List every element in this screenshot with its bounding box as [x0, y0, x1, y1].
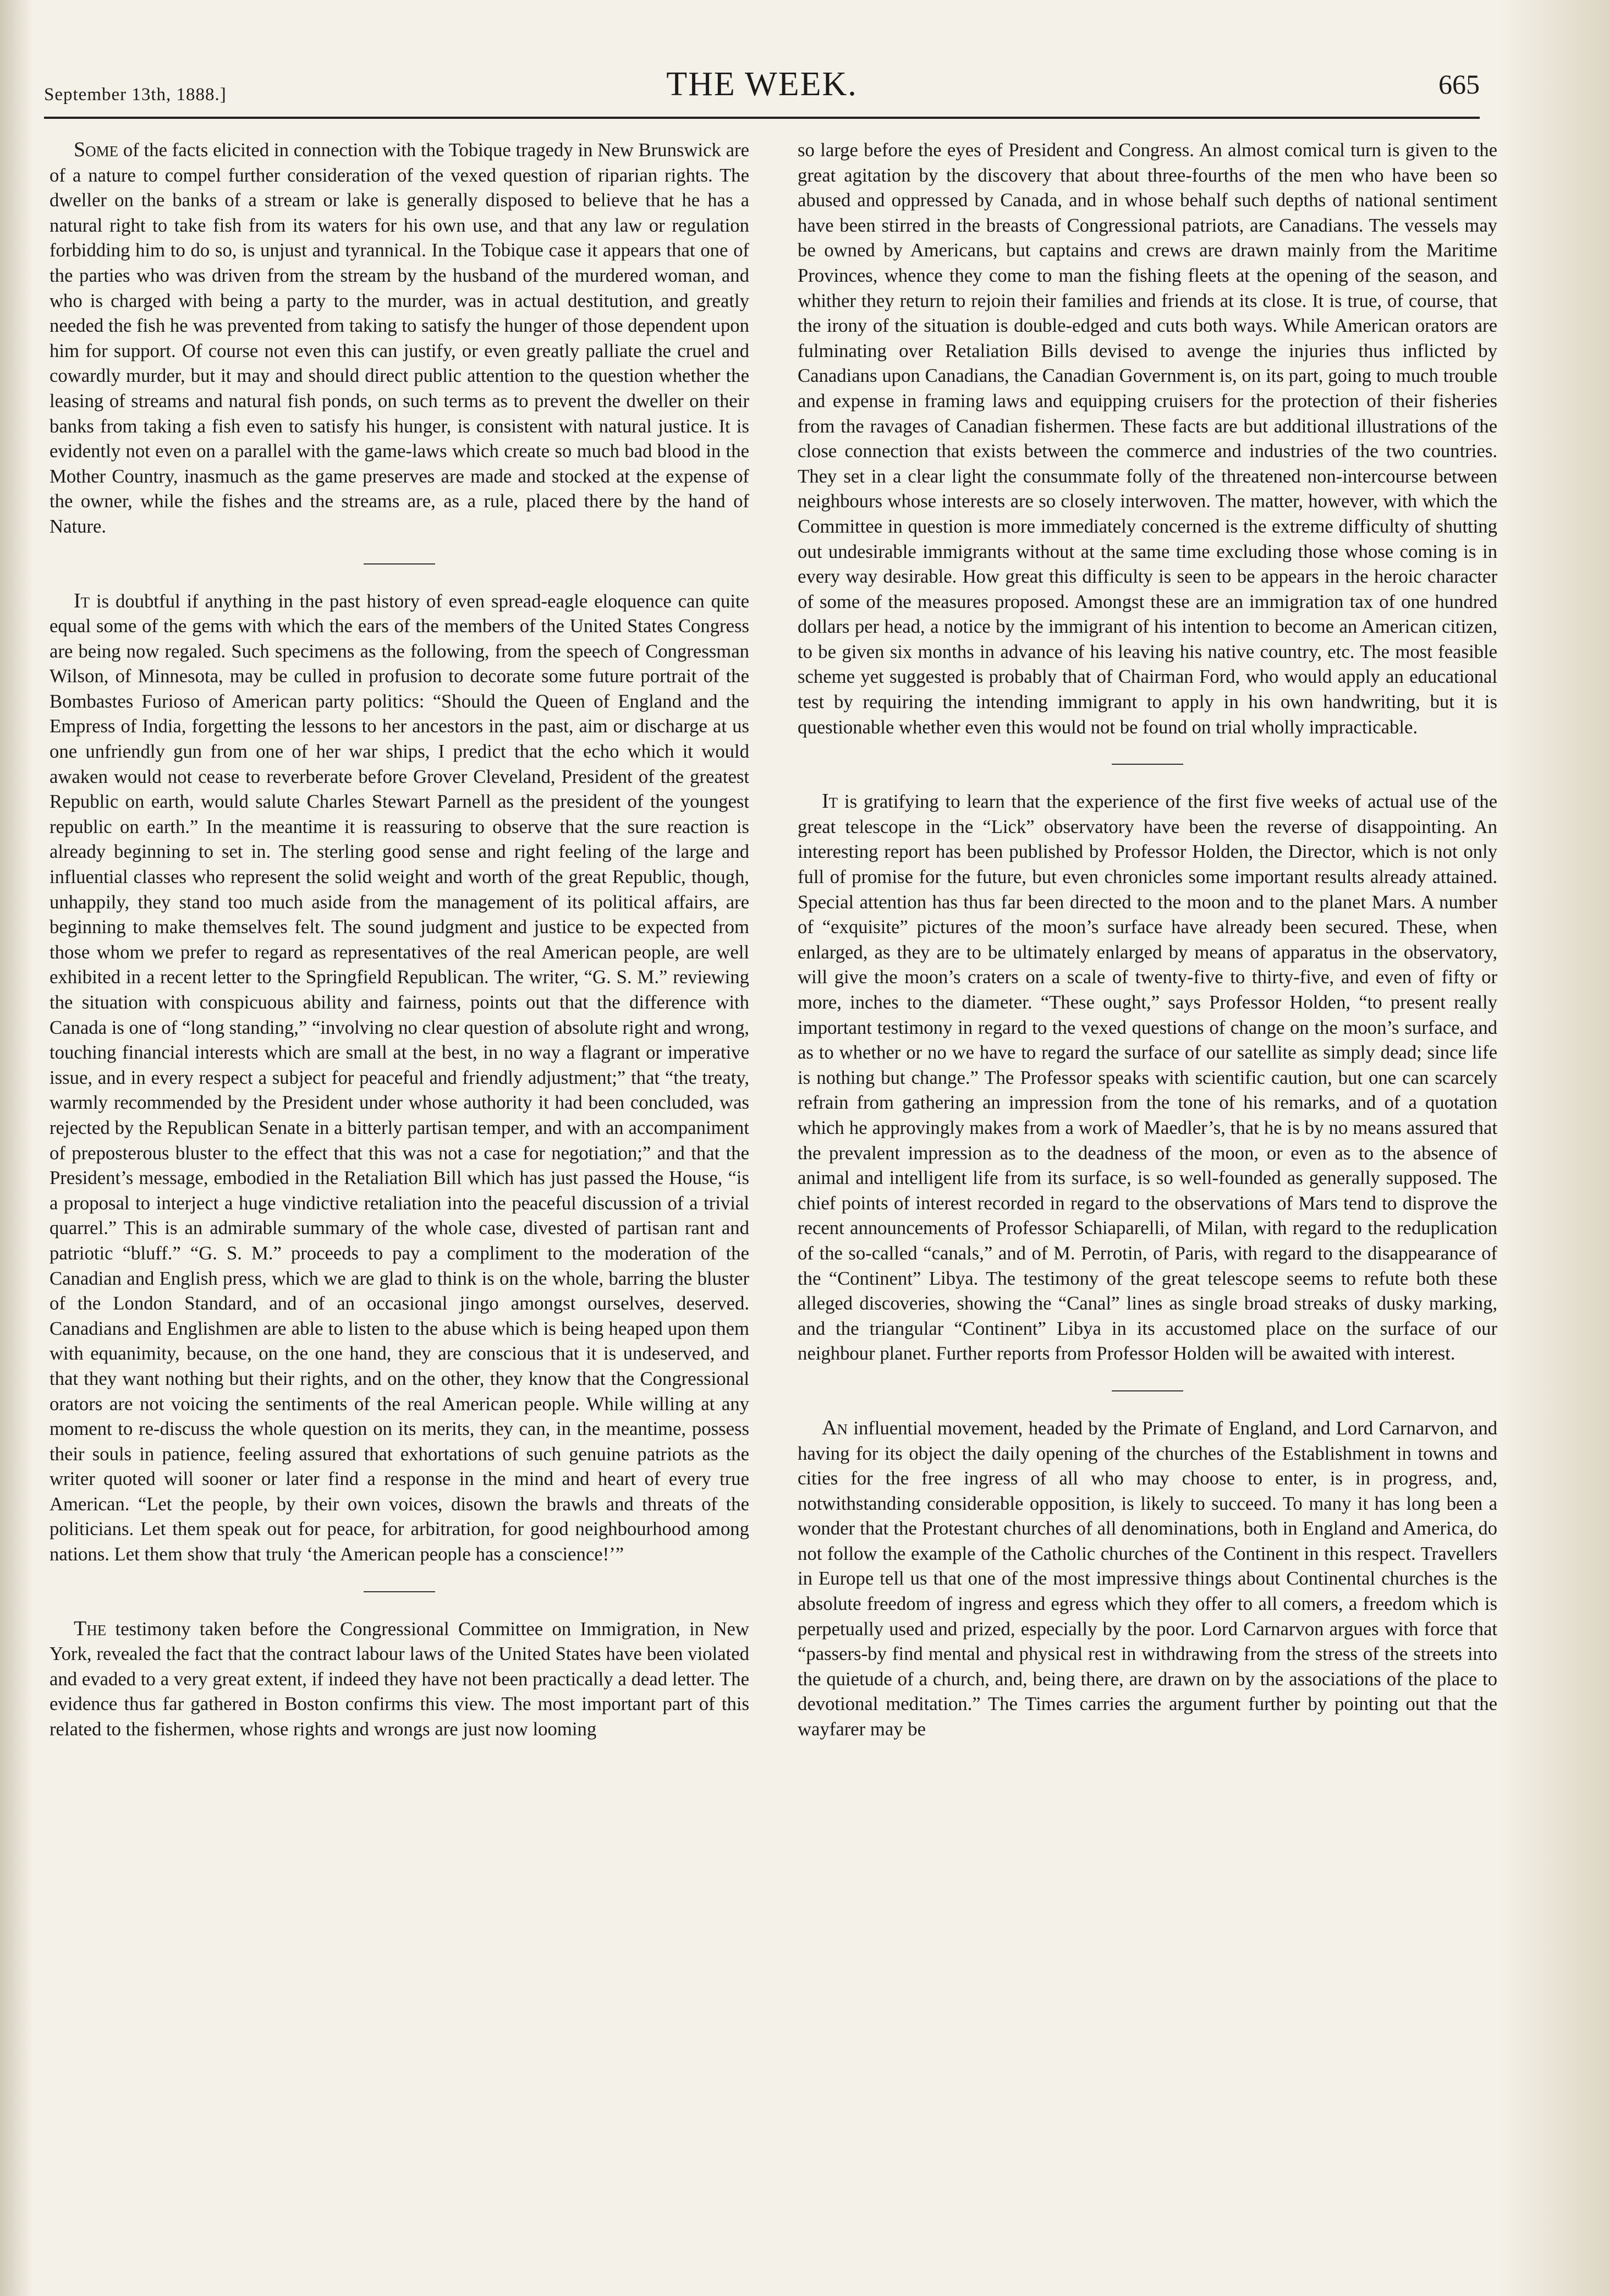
issue-date: September 13th, 1888.] — [44, 85, 227, 105]
article-congress-eloquence — [50, 589, 749, 1567]
article-immigration-continued: so large before the eyes of President and Congress. An almost comical turn is given to the great agitation by the discovery that about three-fourths of the men who have been so abused and oppressed by Canada, and in whose behalf such depths of national sentiment have been stirred in the breasts of Congressional patriots, are Canadians. The vessels may be owned by Americans, but captains and crews are drawn mainly from the Maritime Provinces, whence they come to man the fishing fleets at the opening of the season, and whither they return to rejoin their families and friends at its close. It is true, of course, that the irony of the situation is double-edged and cuts both ways. While American orators are fulminating over Retaliation Bills devised to avenge the injuries thus inflicted by Canadians upon Canadians, the Canadian Government is, on its part, going to much trouble and expense in framing laws and equipping cruisers for the protection of their fisheries from the ravages of Canadian fishermen. These facts are but additional illustrations of the close connection that exists between the commerce and industries of the two countries. They set in a clear light the consummate folly of the threatened non-intercourse between neighbours whose interests are so closely interwoven. The matter, however, with which the Committee in question is more immediately concerned is the extreme difficulty of shutting out undesirable immigrants without at the same time excluding those whose coming is in every way desirable. How great this difficulty is seen to be appears in the heroic character of some of the measures proposed. Amongst these are an immigration tax of one hundred dollars per head, a notice by the immigrant of his intention to become an American citizen, to be given six months in advance of his leaving his native country, etc. The most feasible scheme yet suggested is probably that of Chairman Ford, who would apply an educational test by requiring the intending immigrant to apply in his own handwriting, but it is questionable whether even this would not be found on trial wholly impracticable. — [798, 139, 1497, 738]
header-rule — [44, 117, 1480, 119]
left-column — [50, 138, 749, 2272]
article-riparian-rights — [50, 138, 749, 539]
lead-word: It — [822, 790, 838, 813]
right-column — [798, 138, 1497, 2272]
article-text: is gratifying to learn that the experience of the first five weeks of actual use of the great telescope in the “Lick” observatory have been the reverse of disappointing. An interesting report has been published by Professor Holden, the Director, which is not only full of promise for the future, but even chronicles some important results already attained. Special attention has thus far been directed to the moon and to the planet Mars. A number of “exquisite” pictures of the moon’s surface have already been secured. These, when enlarged, as they are to be ultimately enlarged by means of apparatus in the observatory, will give the moon’s craters on a scale of twenty-five to thirty-five, and even of fifty or more, inches to the diameter. “These ought,” says Professor Holden, “to present really important testimony in regard to the vexed questions of change on the moon’s surface, and as to whether or no we have to regard the surface of our satellite as simply dead; since life is nothing but change.” The Professor speaks with scientific caution, but one can scarcely refrain from gathering an impression from the tone of his remarks, and of a quotation which he approvingly makes from a work of Maedler’s, that he is by no means assured that the prevalent impression as to the deadness of the moon, or even as to the absence of animal and intelligent life from its surface, is so well-founded as generally supposed. The chief points of interest recorded in regard to the observations of Mars tend to disprove the recent announcements of Professor Schiaparelli, of Milan, with regard to the reduplication of the so-called “canals,” and of M. Perrotin, of Paris, with regard to the disappearance of the “Continent” Libya. The testimony of the great telescope seems to refute both these alleged discoveries, showing the “Canal” lines as single broad streaks of dusky marking, and the triangular “Continent” Libya in its accustomed place on the surface of our neighbour planet. Further reports from Professor Holden will be awaited with interest. — [798, 791, 1497, 1365]
lead-word: The — [74, 1616, 107, 1640]
article-text: is doubtful if anything in the past history of even spread-eagle eloquence can quite equal some of the gems with which the ears of the members of the United States Congress are being now regaled. Such specimens as the following, from the speech of Congressman Wilson, of Minnesota, may be culled in profusion to decorate some future portrait of the Bombastes Furioso of American party politics: “Should the Queen of England and the Empress of India, forgetting the lessons to her ancestors in the past, aim or discharge at us one unfriendly gun from one of her war ships, I predict that the echo which it would awaken would not cease to reverberate before Grover Cleveland, President of the greatest Republic on earth, would salute Charles Stewart Parnell as the president of the youngest republic on earth.” In the meantime it is reassuring to observe that the sure reaction is already beginning to set in. The sterling good sense and right feeling of the large and influential classes who represent the solid weight and worth of the great Republic, though, unhappily, they stand too much aside from the management of its political affairs, are beginning to make themselves felt. The sound judgment and justice to be expected from those whom we prefer to regard as representatives of the real American people, are well exhibited in a recent letter to the Springfield Republican. The writer, “G. S. M.” reviewing the situation with conspicuous ability and fairness, points out that the difference with Canada is one of “long standing,” “involving no clear question of absolute right and wrong, touching financial interests which are small at the best, in no way a flagrant or imperative issue, and in every respect a subject for peaceful and friendly adjustment;” that “the treaty, warmly recommended by the President under whose authority it had been concluded, was rejected by the Republican Senate in a bitterly partisan temper, and with an accompaniment of preposterous bluster to the effect that this was not a case for negotiation;” and that the President’s message, embodied in the Retaliation Bill which has just passed the House, “is a proposal to interject a huge vindictive retaliation into the peaceful discussion of a trivial quarrel.” This is an admirable summary of the whole case, divested of partisan rant and patriotic “bluff.” “G. S. M.” proceeds to pay a compliment to the moderation of the Canadian and English press, which we are glad to think is on the whole, barring the bluster of the London Standard, and of an occasional jingo amongst ourselves, deserved. Canadians and Englishmen are able to listen to the abuse which is being heaped upon them with equanimity, because, on the one hand, they are conscious that it is undeserved, and that they want nothing but their rights, and on the other, they know that the Congressional orators are not voicing the sentiments of the real American people. While willing at any moment to re-discuss the whole question on its merits, they can, in the meantime, possess their souls in patience, feeling assured that exhortations of such genuine patriots as the writer quoted will sooner or later find a response in the mind and heart of every true American. “Let the people, by their own voices, disown the brawls and threats of the politicians. Let them speak out for peace, for arbitration, for good neighbourhood among nations. Let them show that truly ‘the American people has a conscience!’” — [50, 590, 749, 1565]
article-lick-observatory — [798, 789, 1497, 1366]
article-text: influential movement, headed by the Primate of England, and Lord Carnarvon, and having for its object the daily opening of the churches of the Establishment in towns and cities for the free ingress of all who may choose to enter, is in progress, and, notwithstanding considerable opposition, is likely to succeed. To many it has long been a wonder that the Protestant churches of all denominations, both in England and America, do not follow the example of the Catholic churches of the Continent in this respect. Travellers in Europe tell us that one of the most impressive things about Continental churches is the absolute freedom of ingress and egress which they offer to all comers, a freedom which is perpetually used and prized, especially by the poor. Lord Carnarvon argues with force that “passers-by find mental and physical rest in withdrawing from the stress of the streets into the quietude of a church, and, being there, are drawn on by the associations of the place to devotional meditation.” The Times carries the argument further by pointing out that the wayfarer may be — [798, 1417, 1497, 1740]
article-text: testimony taken before the Congressional Committee on Immigration, in New York, revealed the fact that the contract labour laws of the United States have been violated and evaded to a very great extent, if indeed they have not been practically a dead letter. The evidence thus far gathered in Boston confirms this view. The most important part of this related to the fishermen, whose rights and wrongs are just now looming — [50, 1618, 749, 1740]
article-text: of the facts elicited in connection with the Tobique tragedy in New Brunswick are of a nature to compel further consideration of the vexed question of riparian rights. The dweller on the banks of a stream or lake is generally disposed to believe that he has a natural right to take fish from its waters for his own use, and that any law or regulation forbidding him to do so, is unjust and tyrannical. In the Tobique case it appears that one of the parties who was driven from the stream by the husband of the murdered woman, and who is charged with being a party to the murder, was in actual destitution, and greatly needed the fish he was prevented from taking to satisfy the hunger of those dependent upon him for support. Of course not even this can justify, or even greatly palliate the cruel and cowardly murder, but it may and should direct public attention to the question whether the leasing of streams and natural fish ponds, on such terms as to prevent the dweller on their banks from taking a fish even to satisfy his hunger, is consistent with natural justice. It is evidently not even on a parallel with the game-laws which create so much bad blood in the Mother Country, inasmuch as the game preserves are made and stocked at the expense of the owner, while the fishes and the streams are, as a rule, placed there by the hand of Nature. — [50, 139, 749, 537]
page-edge-shadow — [1499, 0, 1609, 2296]
lead-word: Some — [74, 138, 119, 161]
article-immigration-testimony — [50, 1616, 749, 1742]
article-open-churches — [798, 1416, 1497, 1742]
section-divider — [364, 563, 435, 565]
section-divider — [364, 1591, 435, 1592]
lead-word: It — [74, 589, 90, 612]
section-divider — [1112, 1390, 1183, 1391]
running-header — [44, 65, 1480, 114]
page-number: 665 — [1438, 69, 1480, 100]
binding-shadow — [0, 0, 33, 2296]
masthead-title: THE WEEK. — [666, 65, 858, 103]
lead-word: An — [822, 1416, 848, 1439]
section-divider — [1112, 764, 1183, 765]
